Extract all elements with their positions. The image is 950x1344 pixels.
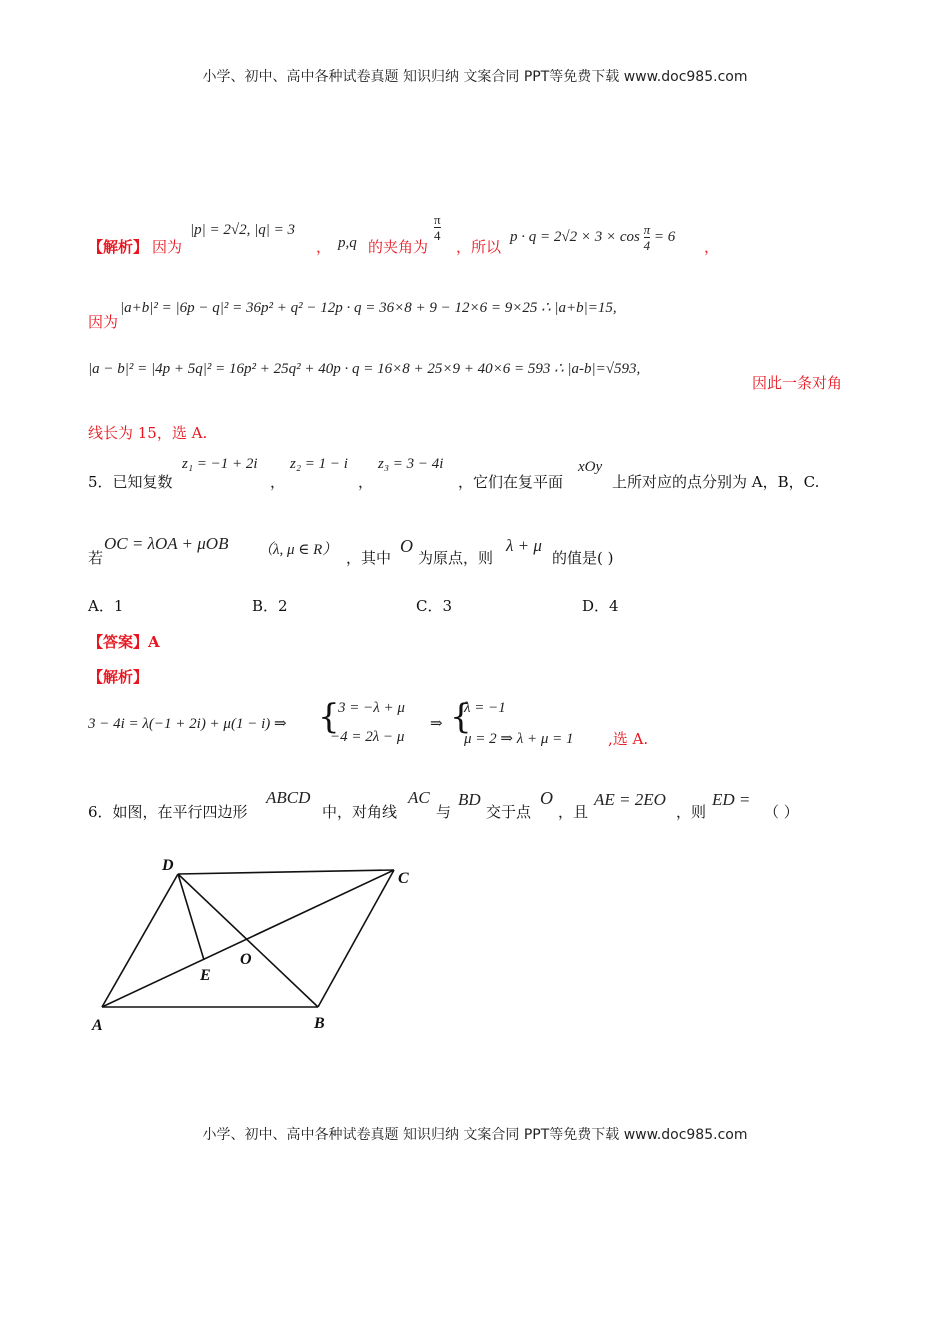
system-brace-2: { <box>450 697 472 737</box>
and-text: 与 <box>436 803 452 821</box>
lambda-mu-condition: （λ, μ ∈ R） <box>258 542 338 558</box>
q6-stem: 6．如图，在平行四边形 <box>88 803 248 821</box>
diagonal-text: 中，对角线 <box>322 803 398 821</box>
diff-norm-equation: |a − b|² = |4p + 5q|² = 16p² + 25q² + 40p · q = 16×8 + 25×9 + 40×6 = 593 ∴ |a-b|=√593, <box>88 361 641 377</box>
system-brace-1: { <box>318 697 340 737</box>
option-b[interactable]: B．2 <box>252 597 288 615</box>
label-b: B <box>314 1015 325 1032</box>
fraction-denominator: 4 <box>643 238 651 253</box>
ae-equation: AE = 2EO <box>594 790 666 809</box>
dot-product-lhs: p · q = 2√2 × 3 × cos <box>510 228 640 245</box>
comma: ， <box>316 238 332 256</box>
parallelogram-figure <box>80 850 430 1040</box>
diagonal-bd <box>178 874 318 1007</box>
points-text: 上所对应的点分别为 A，B，C. <box>612 473 820 491</box>
meet-text: 交于点 <box>486 803 532 821</box>
because-text: 因为 <box>152 238 183 256</box>
label-a: A <box>92 1017 103 1034</box>
if-text: 若 <box>88 549 104 567</box>
side-dc <box>178 870 394 874</box>
fraction-numerator: π <box>434 212 441 227</box>
comma: ， <box>358 473 374 491</box>
pick-answer: ,选 A. <box>608 730 649 748</box>
system1-row1: 3 = −λ + μ <box>338 700 405 716</box>
option-a[interactable]: A．1 <box>88 597 124 615</box>
solution-label: 【解析】 <box>88 238 149 256</box>
origin-symbol: O <box>400 536 413 556</box>
system2-row2: μ = 2 ⇒ λ + μ = 1 <box>464 731 574 747</box>
angle-text: 的夹角为 <box>368 238 429 256</box>
conclusion-text: 因此一条对角 <box>752 374 843 392</box>
bd-label: BD <box>458 790 481 809</box>
sum-norm-equation: |a+b|² = |6p − q|² = 36p² + q² − 12p · q = 36×8 + 9 − 12×6 = 9×25 ∴ |a+b|=15, <box>120 300 617 316</box>
z1-expression: z₁ = −1 + 2i <box>182 456 258 472</box>
answer-blank: （ ） <box>764 803 799 821</box>
option-c[interactable]: C．3 <box>416 597 453 615</box>
z3-expression: z₃ = 3 − 4i <box>378 456 444 472</box>
system2-row1: λ = −1 <box>464 700 506 716</box>
ac-label: AC <box>408 788 430 807</box>
so-text: ，所以 <box>456 238 502 256</box>
plane-text: ，它们在复平面 <box>458 473 564 491</box>
comma: ， <box>270 473 286 491</box>
o-point: O <box>540 788 553 808</box>
dot-product-equation <box>510 222 675 253</box>
then-text: ，则 <box>676 803 707 821</box>
complex-equation: 3 − 4i = λ(−1 + 2i) + μ(1 − i) ⇒ <box>88 716 287 732</box>
oc-equation: OC = λOA + μOB <box>104 534 229 553</box>
page-footer: 小学、初中、高中各种试卷真题 知识归纳 文案合同 PPT等免费下载 www.doc985.com <box>202 1127 748 1143</box>
q5-stem: 5．已知复数 <box>88 473 173 491</box>
xoy-plane: xOy <box>578 459 603 475</box>
ed-expression: ED = <box>712 790 751 809</box>
norm-equation: |p| = 2√2, |q| = 3 <box>190 222 295 238</box>
answer-label: 【答案】A <box>88 633 160 651</box>
lambda-plus-mu: λ + μ <box>506 536 542 555</box>
dot-product-result: = 6 <box>653 228 676 245</box>
comma: ， <box>704 238 720 256</box>
label-o: O <box>240 951 252 968</box>
implies-arrow: ⇒ <box>430 716 443 732</box>
analysis-label: 【解析】 <box>88 668 149 686</box>
label-d: D <box>162 857 174 874</box>
conclusion-text-cont: 线长为 15，选 A. <box>88 424 208 442</box>
fraction-denominator: 4 <box>434 228 441 243</box>
pq-vectors: p,q <box>338 235 357 251</box>
diagonal-ac <box>102 870 394 1007</box>
side-cb <box>318 870 394 1007</box>
z2-expression: z₂ = 1 − i <box>290 456 348 472</box>
label-c: C <box>398 870 409 887</box>
side-ad <box>102 874 178 1007</box>
abcd-label: ABCD <box>266 788 311 807</box>
fraction-numerator: π <box>643 222 651 237</box>
option-d[interactable]: D．4 <box>582 597 619 615</box>
system1-row2: −4 = 2λ − μ <box>330 729 405 745</box>
origin-text: 为原点，则 <box>418 549 494 567</box>
pi-over-4-fraction <box>434 212 441 243</box>
condition-text: ，且 <box>558 803 589 821</box>
value-text: 的值是( ) <box>552 549 614 567</box>
where-text: ，其中 <box>346 549 392 567</box>
label-e: E <box>200 967 211 984</box>
because-text: 因为 <box>88 313 119 331</box>
page-header: 小学、初中、高中各种试卷真题 知识归纳 文案合同 PPT等免费下载 www.doc985.com <box>202 69 748 85</box>
